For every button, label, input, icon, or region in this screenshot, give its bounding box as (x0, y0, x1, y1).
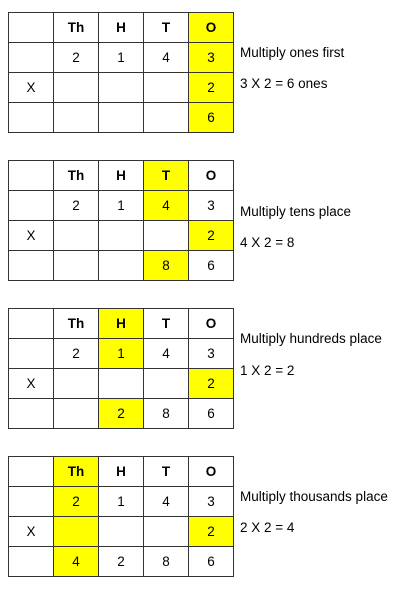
cell-blank (9, 309, 54, 339)
cell-blank (9, 339, 54, 369)
digit-thousands (54, 103, 99, 133)
header-tens: T (144, 309, 189, 339)
multiplier-row (9, 517, 234, 547)
digit-hundreds (99, 369, 144, 399)
digit-ones: 3 (189, 191, 234, 221)
digit-hundreds: 1 (99, 339, 144, 369)
digit-hundreds: 1 (99, 487, 144, 517)
digit-tens: 8 (144, 399, 189, 429)
digit-tens (144, 221, 189, 251)
multiplicand-row (9, 339, 234, 369)
multiplier-row (9, 221, 234, 251)
header-row (9, 13, 234, 43)
step-title: Multiply tens place (240, 204, 352, 219)
step-calculation: 1 X 2 = 2 (240, 363, 295, 378)
digit-tens (144, 73, 189, 103)
step-3 (8, 308, 412, 433)
operator-sign: X (9, 221, 54, 251)
digit-ones: 3 (189, 339, 234, 369)
digit-ones: 2 (189, 517, 234, 547)
digit-thousands: 2 (54, 191, 99, 221)
cell-blank (9, 399, 54, 429)
digit-hundreds (99, 517, 144, 547)
step-title: Multiply ones first (240, 45, 345, 60)
header-thousands: Th (54, 161, 99, 191)
digit-thousands (54, 251, 99, 281)
digit-tens: 4 (144, 43, 189, 73)
header-ones: O (189, 457, 234, 487)
digit-ones: 6 (189, 103, 234, 133)
digit-tens (144, 103, 189, 133)
digit-thousands: 2 (54, 43, 99, 73)
digit-thousands (54, 399, 99, 429)
digit-hundreds: 2 (99, 547, 144, 577)
operator-sign: X (9, 73, 54, 103)
digit-thousands: 2 (54, 487, 99, 517)
digit-thousands (54, 369, 99, 399)
header-thousands: Th (54, 309, 99, 339)
digit-thousands (54, 221, 99, 251)
digit-ones: 6 (189, 547, 234, 577)
digit-hundreds (99, 73, 144, 103)
header-ones: O (189, 161, 234, 191)
header-hundreds: H (99, 309, 144, 339)
operator-sign: X (9, 369, 54, 399)
product-row (9, 251, 234, 281)
step-4 (8, 456, 412, 581)
header-tens: T (144, 13, 189, 43)
multiplicand-row (9, 487, 234, 517)
header-row (9, 457, 234, 487)
digit-tens (144, 369, 189, 399)
digit-hundreds: 2 (99, 399, 144, 429)
header-hundreds: H (99, 161, 144, 191)
step-title: Multiply hundreds place (240, 331, 382, 346)
multiplier-row (9, 369, 234, 399)
digit-tens: 4 (144, 487, 189, 517)
place-value-table (8, 456, 234, 577)
cell-blank (9, 191, 54, 221)
header-tens: T (144, 457, 189, 487)
digit-tens: 8 (144, 251, 189, 281)
digit-thousands: 4 (54, 547, 99, 577)
digit-tens: 4 (144, 339, 189, 369)
digit-tens (144, 517, 189, 547)
step-title: Multiply thousands place (240, 489, 388, 504)
digit-hundreds: 1 (99, 43, 144, 73)
header-row (9, 309, 234, 339)
step-calculation: 3 X 2 = 6 ones (240, 76, 328, 91)
cell-blank (9, 161, 54, 191)
header-hundreds: H (99, 457, 144, 487)
product-row (9, 103, 234, 133)
header-row (9, 161, 234, 191)
digit-ones: 6 (189, 251, 234, 281)
digit-hundreds (99, 221, 144, 251)
digit-hundreds (99, 251, 144, 281)
digit-ones: 3 (189, 43, 234, 73)
digit-thousands: 2 (54, 339, 99, 369)
product-row (9, 399, 234, 429)
multiplicand-row (9, 43, 234, 73)
operator-sign: X (9, 517, 54, 547)
digit-ones: 2 (189, 221, 234, 251)
step-calculation: 4 X 2 = 8 (240, 235, 295, 250)
header-tens: T (144, 161, 189, 191)
header-ones: O (189, 13, 234, 43)
digit-ones: 2 (189, 369, 234, 399)
step-1 (8, 12, 412, 137)
step-2 (8, 160, 412, 285)
cell-blank (9, 251, 54, 281)
multiplicand-row (9, 191, 234, 221)
step-calculation: 2 X 2 = 4 (240, 520, 295, 535)
digit-thousands (54, 517, 99, 547)
place-value-table (8, 308, 234, 429)
place-value-table (8, 160, 234, 281)
header-hundreds: H (99, 13, 144, 43)
cell-blank (9, 103, 54, 133)
digit-ones: 2 (189, 73, 234, 103)
place-value-table (8, 12, 234, 133)
cell-blank (9, 547, 54, 577)
digit-hundreds: 1 (99, 191, 144, 221)
cell-blank (9, 13, 54, 43)
digit-thousands (54, 73, 99, 103)
product-row (9, 547, 234, 577)
digit-ones: 6 (189, 399, 234, 429)
digit-tens: 8 (144, 547, 189, 577)
digit-hundreds (99, 103, 144, 133)
header-thousands: Th (54, 457, 99, 487)
cell-blank (9, 457, 54, 487)
digit-tens: 4 (144, 191, 189, 221)
cell-blank (9, 43, 54, 73)
header-ones: O (189, 309, 234, 339)
header-thousands: Th (54, 13, 99, 43)
cell-blank (9, 487, 54, 517)
multiplier-row (9, 73, 234, 103)
digit-ones: 3 (189, 487, 234, 517)
